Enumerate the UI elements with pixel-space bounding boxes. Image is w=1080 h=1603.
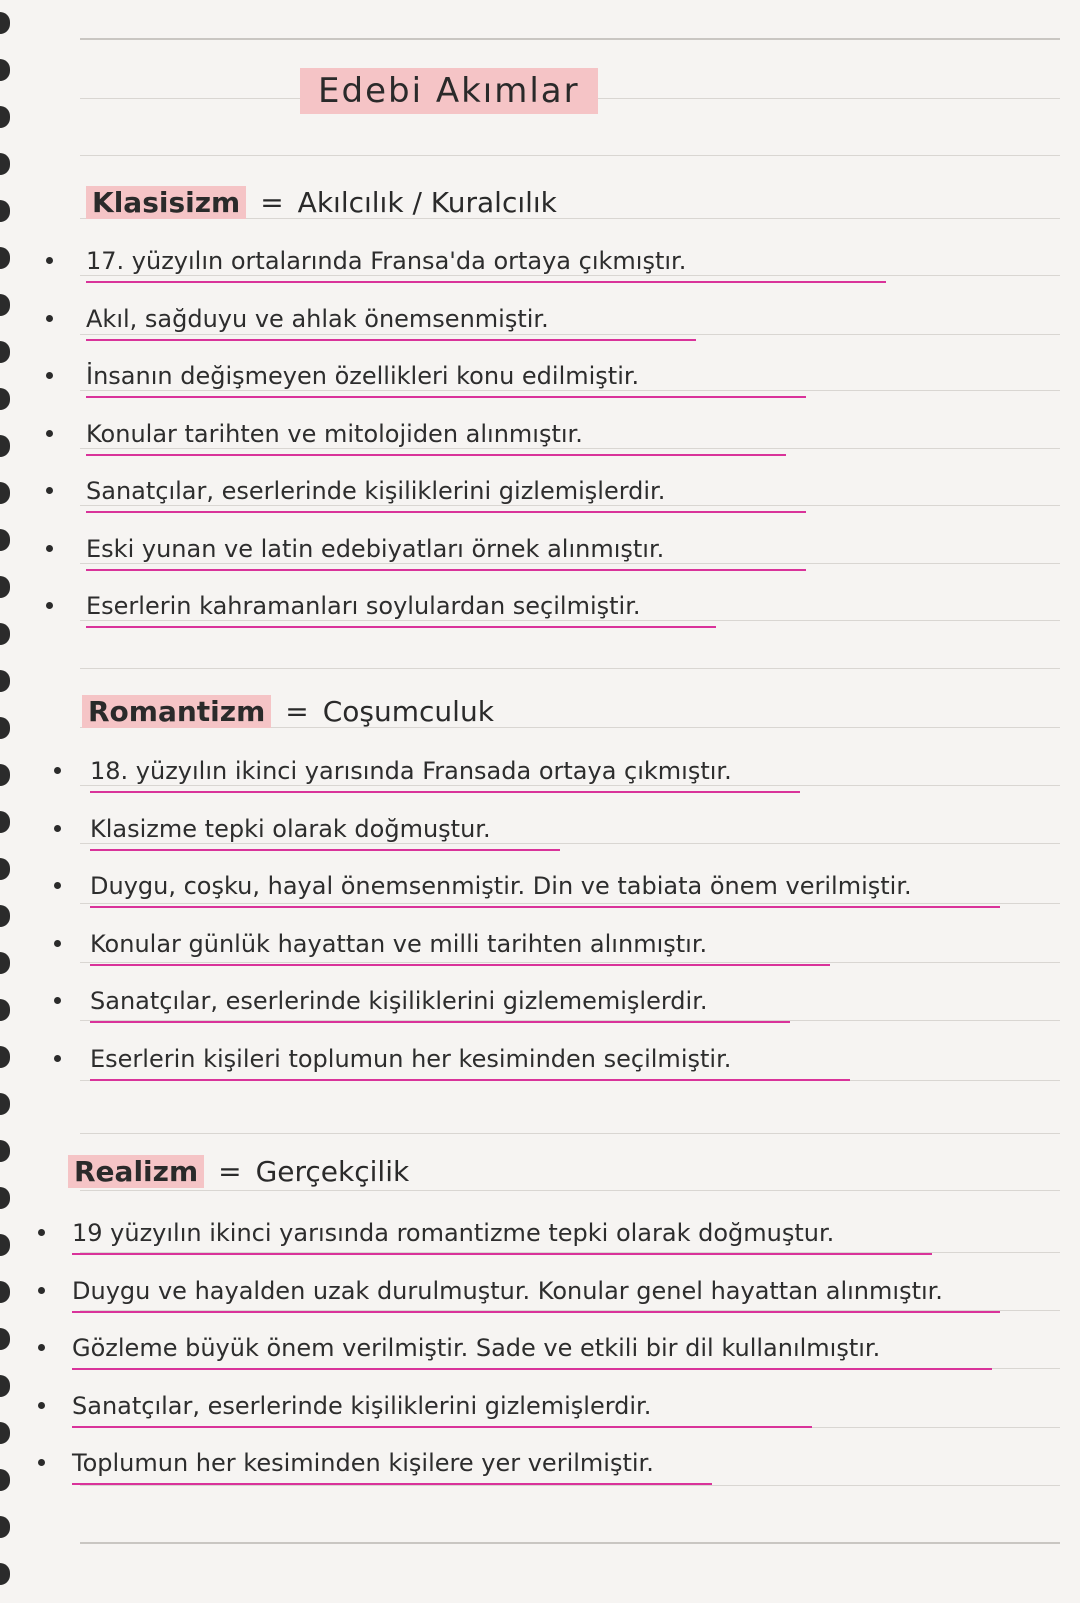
list-item: Toplumun her kesiminden kişilere yer verilmiştir. [72,1449,654,1477]
binding-ring [0,1563,10,1585]
ruled-line [80,903,1060,904]
highlight-underline [90,849,560,851]
ruled-line [80,1542,1060,1544]
highlight-underline [86,511,806,513]
bullet-icon [46,430,53,437]
page-title: Edebi Akımlar [300,68,598,114]
highlight-underline [86,454,786,456]
binding-ring [0,529,10,551]
list-item: 18. yüzyılın ikinci yarısında Fransada ortaya çıkmıştır. [90,757,732,785]
binding-ring [0,999,10,1021]
highlight-underline [72,1483,712,1485]
list-item: Sanatçılar, eserlerinde kişiliklerini gizlememişlerdir. [90,987,708,1015]
highlight-underline [90,1021,790,1023]
bullet-icon [38,1402,45,1409]
binding-ring [0,952,10,974]
binding-ring [0,576,10,598]
binding-ring [0,670,10,692]
equals-sign: = [260,186,284,219]
binding-ring [0,1234,10,1256]
highlight-underline [86,569,806,571]
section-name: Klasisizm [86,186,246,219]
highlight-underline [86,626,716,628]
binding-ring [0,388,10,410]
binding-ring [0,12,10,34]
bullet-icon [46,487,53,494]
binding-ring [0,1046,10,1068]
highlight-underline [86,396,806,398]
highlight-underline [86,281,886,283]
binding-ring [0,153,10,175]
highlight-underline [72,1311,1000,1313]
binding-ring [0,1093,10,1115]
binding-ring [0,764,10,786]
section-meaning: Coşumculuk [322,695,494,728]
list-item: Eserlerin kişileri toplumun her kesiminden seçilmiştir. [90,1044,732,1073]
list-item: Konular günlük hayattan ve milli tarihten alınmıştır. [90,929,708,958]
highlight-underline [72,1253,932,1255]
section-heading-romantizm [82,692,494,732]
binding-ring [0,482,10,504]
spiral-binding [0,0,22,1603]
binding-ring [0,1422,10,1444]
list-item: Klasizme tepki olarak doğmuştur. [90,814,491,843]
bullet-icon [38,1229,45,1236]
ruled-line [80,1485,1060,1486]
binding-ring [0,1516,10,1538]
ruled-line [80,38,1060,40]
binding-ring [0,1281,10,1303]
list-item: Sanatçılar, eserlerinde kişiliklerini gizlemişlerdir. [86,477,666,505]
list-item: Eski yunan ve latin edebiyatları örnek alınmıştır. [86,534,665,563]
list-item: 19 yüzyılın ikinci yarısında romantizme tepki olarak doğmuştur. [72,1219,835,1247]
list-item: Sanatçılar, eserlerinde kişiliklerini gizlemişlerdir. [72,1391,652,1420]
binding-ring [0,1375,10,1397]
bullet-icon [38,1344,45,1351]
highlight-underline [90,1079,850,1081]
list-item: Duygu ve hayalden uzak durulmuştur. Konular genel hayattan alınmıştır. [72,1276,943,1305]
section-heading-realizm [68,1152,409,1192]
list-item: Konular tarihten ve mitolojiden alınmıştır. [86,419,583,448]
binding-ring [0,435,10,457]
binding-ring [0,294,10,316]
bullet-icon [54,825,61,832]
bullet-icon [54,997,61,1004]
binding-ring [0,341,10,363]
list-item: Gözleme büyük önem verilmiştir. Sade ve etkili bir dil kullanılmıştır. [72,1334,881,1362]
binding-ring [0,1469,10,1491]
binding-ring [0,717,10,739]
binding-ring [0,905,10,927]
list-item: 17. yüzyılın ortalarında Fransa'da ortaya çıkmıştır. [86,247,687,275]
bullet-icon [46,545,53,552]
section-meaning: Akılcılık / Kuralcılık [297,186,557,219]
ruled-line [80,668,1060,669]
binding-ring [0,106,10,128]
bullet-icon [38,1459,45,1466]
highlight-underline [90,791,800,793]
list-item: İnsanın değişmeyen özellikleri konu edilmiştir. [86,362,640,390]
bullet-icon [46,602,53,609]
highlight-underline [90,964,830,966]
binding-ring [0,200,10,222]
highlight-underline [86,339,696,341]
binding-ring [0,858,10,880]
list-item: Eserlerin kahramanları soylulardan seçilmiştir. [86,592,641,620]
section-heading-klasisizm [86,183,557,223]
section-name: Romantizm [82,695,271,728]
binding-ring [0,1187,10,1209]
binding-ring [0,623,10,645]
bullet-icon [38,1287,45,1294]
bullet-icon [54,882,61,889]
highlight-underline [90,906,1000,908]
bullet-icon [46,372,53,379]
bullet-icon [46,257,53,264]
bullet-icon [54,767,61,774]
bullet-icon [46,315,53,322]
bullet-icon [54,940,61,947]
binding-ring [0,811,10,833]
ruled-line [80,1133,1060,1134]
list-item: Duygu, coşku, hayal önemsenmiştir. Din ve tabiata önem verilmiştir. [90,872,912,900]
highlight-underline [72,1368,992,1370]
section-meaning: Gerçekçilik [255,1155,410,1188]
binding-ring [0,1140,10,1162]
list-item: Akıl, sağduyu ve ahlak önemsenmiştir. [86,304,549,333]
highlight-underline [72,1426,812,1428]
binding-ring [0,59,10,81]
ruled-line [80,155,1060,156]
binding-ring [0,1328,10,1350]
equals-sign: = [285,695,309,728]
bullet-icon [54,1055,61,1062]
section-name: Realizm [68,1155,204,1188]
binding-ring [0,247,10,269]
equals-sign: = [218,1155,242,1188]
